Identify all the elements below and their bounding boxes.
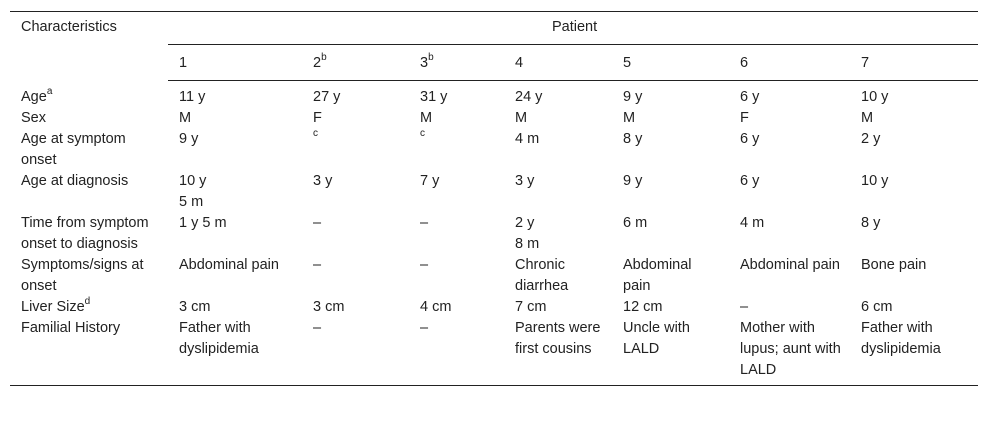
patient-number-header — [504, 45, 612, 81]
row-label — [10, 255, 168, 297]
row-label — [10, 108, 168, 129]
cell-text: M — [179, 110, 192, 126]
cell-text: 27 y — [313, 89, 341, 105]
table-cell — [850, 318, 978, 386]
cell-text: M — [420, 110, 433, 126]
table-cell — [504, 318, 612, 386]
patient-number: 5 — [623, 55, 632, 71]
cell-text: M — [515, 110, 528, 126]
table-cell — [850, 171, 978, 213]
table-cell — [409, 81, 504, 109]
table-cell — [729, 297, 850, 318]
row-label-text: Age — [21, 88, 47, 105]
cell-text: M — [861, 110, 874, 126]
table-cell — [504, 129, 612, 171]
cell-text: 6 cm — [861, 299, 893, 315]
cell-text: 9 y — [623, 173, 643, 189]
table-cell — [729, 108, 850, 129]
cell-text: 3 y — [515, 173, 535, 189]
table-cell — [612, 129, 729, 171]
cell-text: 11 y — [179, 89, 206, 105]
table-cell — [612, 171, 729, 213]
patient-number-header — [168, 45, 302, 81]
cell-text: 10 y — [179, 173, 207, 189]
cell-text: 8 m — [515, 236, 540, 252]
patient-number: 1 — [179, 55, 188, 71]
table-cell — [504, 213, 612, 255]
table-cell — [504, 297, 612, 318]
table-cell — [729, 255, 850, 297]
cell-text: Uncle with LALD — [623, 320, 690, 357]
table-cell — [504, 255, 612, 297]
table-cell — [302, 255, 409, 297]
cell-text: 10 y — [861, 173, 889, 189]
table-row — [10, 213, 978, 255]
cell-text: 7 y — [420, 173, 440, 189]
table-cell — [729, 318, 850, 386]
patient-number: 7 — [861, 55, 870, 71]
row-label-text: Sex — [21, 110, 46, 126]
table-cell — [729, 213, 850, 255]
table-cell — [504, 81, 612, 109]
cell-text: Mother with lupus; aunt with LALD — [740, 320, 841, 378]
cell-text: 2 y — [861, 131, 881, 147]
cell-text: Parents were first cousins — [515, 320, 601, 357]
patient-number-header — [612, 45, 729, 81]
table-cell — [409, 171, 504, 213]
table-row — [10, 108, 978, 129]
cell-text: 3 y — [313, 173, 333, 189]
table-cell — [302, 171, 409, 213]
cell-text: 4 m — [740, 215, 765, 231]
row-label-text: Time from symptom onset to diagnosis — [21, 215, 149, 252]
cell-text: 24 y — [515, 89, 543, 105]
table-cell — [409, 255, 504, 297]
table-cell — [409, 318, 504, 386]
row-label — [10, 213, 168, 255]
patient-number: 2 — [313, 55, 322, 71]
table-cell — [850, 108, 978, 129]
patient-number-header — [850, 45, 978, 81]
cell-text: F — [740, 110, 749, 126]
table-cell — [729, 81, 850, 109]
row-label-text: Age at symptom onset — [21, 131, 126, 168]
cell-text: – — [313, 257, 322, 273]
cell-text: 3 cm — [313, 299, 345, 315]
table-cell — [168, 171, 302, 213]
footnote-marker: b — [428, 52, 434, 64]
table-cell — [302, 213, 409, 255]
cell-text: F — [313, 110, 322, 126]
table-cell — [168, 255, 302, 297]
cell-text: 8 y — [623, 131, 643, 147]
table-cell — [850, 255, 978, 297]
cell-text: 31 y — [420, 89, 448, 105]
row-label — [10, 297, 168, 318]
cell-text: 4 m — [515, 131, 540, 147]
table-cell — [612, 81, 729, 109]
row-label — [10, 129, 168, 171]
cell-text: 3 cm — [179, 299, 211, 315]
cell-text: – — [740, 299, 749, 315]
cell-text: Chronic diarrhea — [515, 257, 569, 294]
footnote-marker: d — [84, 296, 91, 308]
row-label-text: Symptoms/signs at onset — [21, 257, 144, 294]
cell-text: Father with dyslipidemia — [179, 320, 259, 357]
cell-text: M — [623, 110, 636, 126]
patient-number-header — [409, 45, 504, 81]
row-label — [10, 171, 168, 213]
cell-text: – — [420, 257, 429, 273]
cell-text: 4 cm — [420, 299, 452, 315]
cell-text: Abdominal pain — [623, 257, 692, 294]
table-cell — [504, 171, 612, 213]
table-cell — [409, 297, 504, 318]
table-cell — [409, 108, 504, 129]
table-cell — [302, 318, 409, 386]
cell-text: 6 y — [740, 89, 760, 105]
table-cell — [850, 213, 978, 255]
table-cell — [302, 108, 409, 129]
table-row — [10, 171, 978, 213]
table-cell — [168, 129, 302, 171]
cell-text: 5 m — [179, 194, 204, 210]
row-label-text: Familial History — [21, 320, 121, 336]
patient-number-header — [302, 45, 409, 81]
footnote-marker: c — [313, 128, 318, 140]
table-cell — [302, 297, 409, 318]
cell-text: Bone pain — [861, 257, 927, 273]
cell-text: 7 cm — [515, 299, 547, 315]
table-cell — [612, 318, 729, 386]
table-cell — [850, 81, 978, 109]
cell-text: 9 y — [179, 131, 199, 147]
patient-number: 4 — [515, 55, 524, 71]
footnote-marker: b — [321, 52, 327, 64]
table-cell — [729, 171, 850, 213]
cell-text: 8 y — [861, 215, 881, 231]
table-cell — [850, 297, 978, 318]
characteristics-header: Characteristics — [10, 12, 168, 81]
cell-text: 9 y — [623, 89, 643, 105]
cell-text: – — [313, 215, 322, 231]
table-row — [10, 129, 978, 171]
table-cell — [168, 81, 302, 109]
table-cell — [409, 213, 504, 255]
table-body — [10, 81, 978, 386]
table-cell — [168, 318, 302, 386]
cell-text: Abdominal pain — [179, 257, 279, 273]
row-label-text: Liver Size — [21, 299, 85, 315]
row-label-text: Age at diagnosis — [21, 173, 129, 189]
table-cell — [729, 129, 850, 171]
table-cell — [612, 255, 729, 297]
patient-number: 3 — [420, 55, 429, 71]
row-label — [10, 81, 168, 109]
cell-text: 6 y — [740, 131, 760, 147]
footnote-marker: a — [46, 85, 53, 97]
table-cell — [612, 297, 729, 318]
table-cell — [850, 129, 978, 171]
patient-characteristics-table — [10, 11, 978, 386]
table-cell — [168, 108, 302, 129]
table-cell — [302, 129, 409, 171]
table-cell — [612, 108, 729, 129]
table-row — [10, 255, 978, 297]
cell-text: 1 y 5 m — [179, 215, 227, 231]
cell-text: Father with dyslipidemia — [861, 320, 941, 357]
table-row — [10, 81, 978, 109]
table-cell — [409, 129, 504, 171]
patient-number: 6 — [740, 55, 749, 71]
cell-text: Abdominal pain — [740, 257, 840, 273]
patient-header: Patient — [168, 12, 978, 45]
row-label — [10, 318, 168, 386]
cell-text: 10 y — [861, 89, 889, 105]
table-row — [10, 318, 978, 386]
table-row — [10, 297, 978, 318]
patient-number-header — [729, 45, 850, 81]
cell-text: 6 y — [740, 173, 760, 189]
table-cell — [168, 297, 302, 318]
cell-text: – — [313, 320, 322, 336]
footnote-marker: c — [420, 128, 425, 140]
table-cell — [612, 213, 729, 255]
cell-text: 2 y — [515, 215, 535, 231]
cell-text: 6 m — [623, 215, 648, 231]
cell-text: – — [420, 320, 429, 336]
table-cell — [504, 108, 612, 129]
cell-text: – — [420, 215, 429, 231]
cell-text: 12 cm — [623, 299, 663, 315]
table-cell — [168, 213, 302, 255]
table-cell — [302, 81, 409, 109]
